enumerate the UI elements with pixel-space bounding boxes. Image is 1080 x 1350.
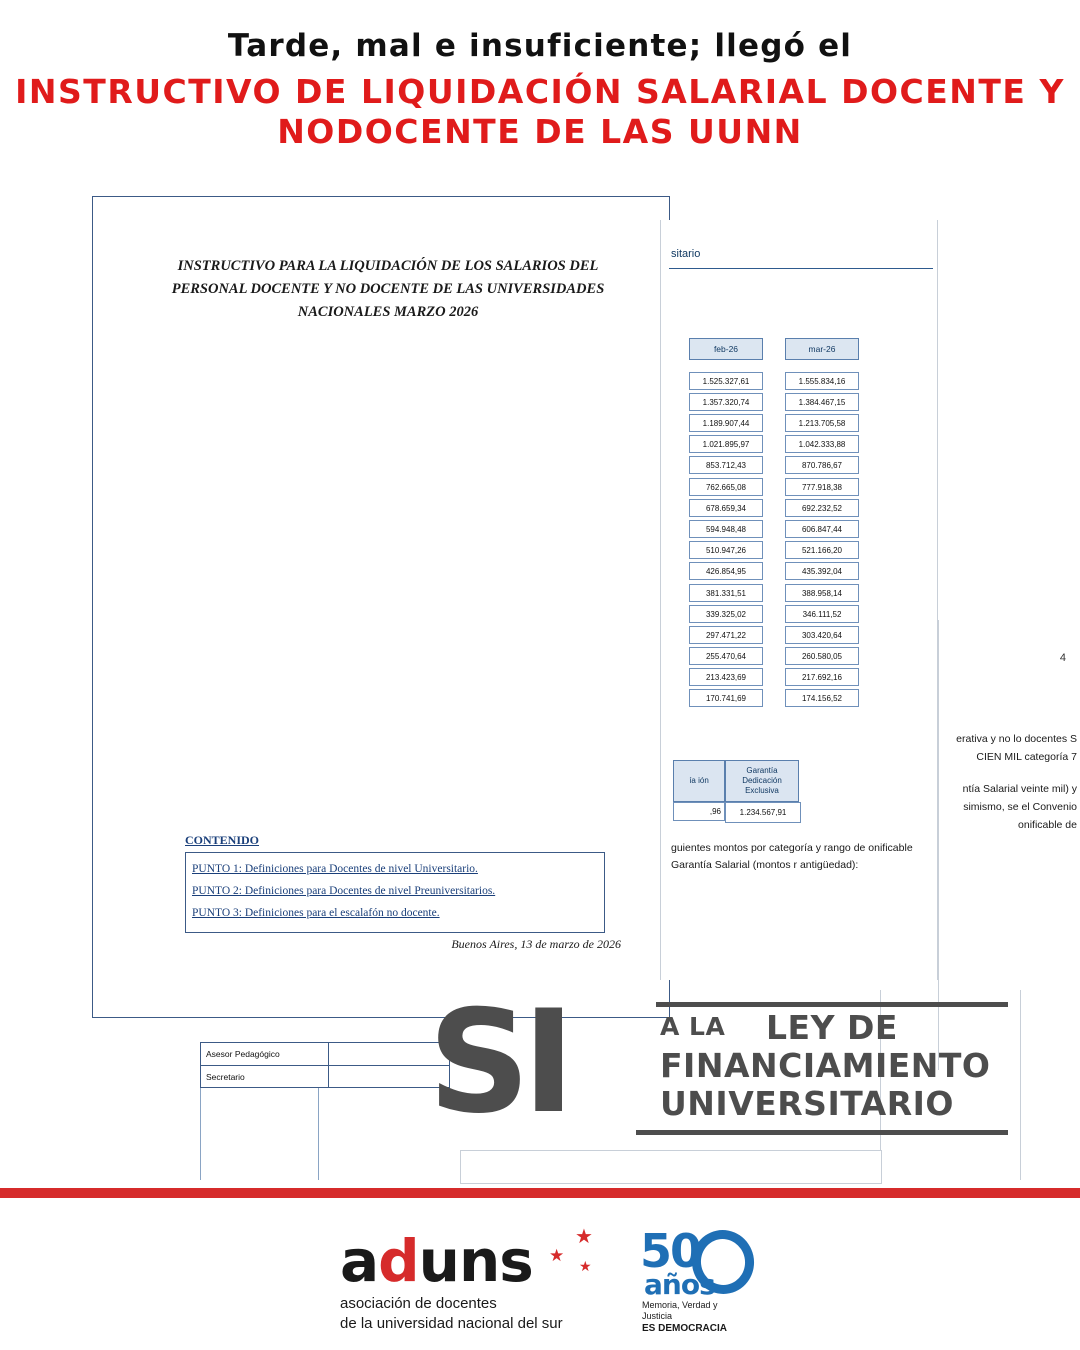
stamp-bar-top — [656, 1002, 1008, 1007]
table-row — [201, 1043, 449, 1066]
salary-cell: 1.021.895,97 — [689, 435, 763, 453]
salary-cell: 1.042.333,88 — [785, 435, 859, 453]
table-row — [689, 647, 938, 665]
salary-cell: 594.948,48 — [689, 520, 763, 538]
contenido-label: CONTENIDO — [185, 833, 260, 847]
table-row — [689, 605, 938, 623]
table-row — [689, 520, 938, 538]
garantia-value-row — [673, 802, 801, 823]
list-item: PUNTO 3: Definiciones para el escalafón no docente. — [192, 906, 440, 919]
salary-cell: 217.692,16 — [785, 668, 859, 686]
salary-cell: 435.392,04 — [785, 562, 859, 580]
table-row — [689, 478, 938, 496]
star-icon: ★ — [579, 1258, 592, 1274]
aduns-wordmark — [340, 1227, 563, 1295]
star-icon: ★ — [549, 1246, 565, 1265]
salary-cell: 213.423,69 — [689, 668, 763, 686]
divider-line — [200, 1088, 201, 1180]
salary-cell: 260.580,05 — [785, 647, 859, 665]
stamp-a-la: A LA — [660, 1012, 726, 1041]
logo-letter-d: d — [378, 1227, 419, 1295]
stamp-bar-bottom — [636, 1130, 1008, 1135]
aduns-tagline — [340, 1294, 563, 1335]
list-item: PUNTO 2: Definiciones para Docentes de nivel Preuniversitarios. — [192, 884, 496, 897]
anniversary-sub-1: Memoria, Verdad y Justicia — [642, 1300, 718, 1322]
aduns-logo — [340, 1227, 563, 1335]
salary-cell: 606.847,44 — [785, 520, 859, 538]
fragment-box — [460, 1150, 882, 1184]
salary-cell: 1.357.320,74 — [689, 393, 763, 411]
salary-cell: 1.555.834,16 — [785, 372, 859, 390]
garantia-value-left: ,96 — [673, 802, 725, 821]
divider-line — [318, 1088, 319, 1180]
document-page-salary-tables — [660, 220, 938, 980]
document-page-cover — [92, 196, 670, 1018]
salary-column-headers — [689, 338, 938, 360]
table-row — [201, 1066, 449, 1088]
salary-cell: 303.420,64 — [785, 626, 859, 644]
anniversary-subtitle — [642, 1300, 750, 1335]
table-row — [689, 499, 938, 517]
column-header-feb: feb-26 — [689, 338, 763, 360]
garantia-header-left: ía ión — [673, 760, 725, 802]
list-item: PUNTO 1: Definiciones para Docentes de nivel Universitario. — [192, 863, 478, 875]
stamp-line-1: LEY DE — [766, 1008, 898, 1047]
salary-cell: 777.918,38 — [785, 478, 859, 496]
headline-block — [0, 28, 1080, 153]
page-text-block — [945, 730, 1077, 848]
stars-decoration — [545, 1224, 605, 1284]
salary-cell: 510.947,26 — [689, 541, 763, 559]
salary-cell: 346.111,52 — [785, 605, 859, 623]
table-row — [689, 393, 938, 411]
salary-cell: 381.331,51 — [689, 584, 763, 602]
table-row — [689, 689, 938, 707]
table-row — [689, 372, 938, 390]
anniversary-word: años — [644, 1268, 715, 1301]
page-paragraph: erativa y no lo docentes S CIEN MIL categoría 7 — [956, 733, 1077, 764]
stamp-line-3: UNIVERSITARIO — [660, 1084, 954, 1123]
anniversary-number: 50 — [640, 1224, 701, 1278]
fragment-cell: Secretario — [201, 1066, 329, 1088]
salary-cell: 762.665,08 — [689, 478, 763, 496]
footer — [0, 1210, 1080, 1350]
table-row — [689, 584, 938, 602]
table-row — [689, 414, 938, 432]
headline-line-2: INSTRUCTIVO DE LIQUIDACIÓN SALARIAL DOCENTE Y NODOCENTE DE LAS UUNN — [15, 72, 1065, 152]
fragment-table — [200, 1042, 450, 1088]
contenido-box — [185, 852, 605, 933]
salary-cell: 1.384.467,15 — [785, 393, 859, 411]
table-row — [689, 668, 938, 686]
salary-cell: 388.958,14 — [785, 584, 859, 602]
logo-letter-a: a — [340, 1227, 379, 1295]
cover-date: Buenos Aires, 13 de marzo de 2026 — [451, 937, 621, 951]
tagline-line-2: de la universidad nacional del sur — [340, 1315, 563, 1333]
garantia-value-right: 1.234.567,91 — [725, 802, 801, 823]
si-stamp — [428, 980, 1008, 1150]
document-collage — [0, 190, 1080, 1190]
table-row — [689, 435, 938, 453]
salary-cell: 870.786,67 — [785, 456, 859, 474]
anniversary-sub-2: ES DEMOCRACIA — [642, 1322, 728, 1334]
footer-red-divider — [0, 1188, 1080, 1198]
salary-cell: 174.156,52 — [785, 689, 859, 707]
column-header-mar: mar-26 — [785, 338, 859, 360]
salary-cell: 255.470,64 — [689, 647, 763, 665]
table-row — [689, 626, 938, 644]
salary-cell: 853.712,43 — [689, 456, 763, 474]
salary-group-3 — [689, 584, 938, 710]
heading-rule — [669, 268, 933, 269]
salary-cell: 426.854,95 — [689, 562, 763, 580]
page-paragraph: ntía Salarial veinte mil) y simismo, se el Convenio onificable de — [962, 783, 1077, 832]
cover-title: INSTRUCTIVO PARA LA LIQUIDACIÓN DE LOS SALARIOS DEL PERSONAL DOCENTE Y NO DOCENTE DE LAS UNIVERSIDADES NACIONALES MARZO 2026 — [171, 258, 605, 321]
logo-letters-uns: uns — [418, 1227, 533, 1295]
salary-cell: 521.166,20 — [785, 541, 859, 559]
salary-cell: 692.232,52 — [785, 499, 859, 517]
salary-cell: 170.741,69 — [689, 689, 763, 707]
salary-cell: 1.189.907,44 — [689, 414, 763, 432]
table-row — [689, 456, 938, 474]
salary-group-1 — [689, 372, 938, 477]
salary-cell: 678.659,34 — [689, 499, 763, 517]
table-row — [689, 541, 938, 559]
garantia-header-right: Garantía Dedicación Exclusiva — [725, 760, 799, 802]
star-icon: ★ — [575, 1226, 593, 1248]
salary-cell: 297.471,22 — [689, 626, 763, 644]
headline-line-1: Tarde, mal e insuficiente; llegó el — [227, 28, 853, 64]
stamp-si-text: SI — [428, 980, 568, 1145]
garantia-header-row — [673, 760, 799, 802]
salary-paragraph: guientes montos por categoría y rango de onificable Garantía Salarial (montos r antigüedad): — [671, 842, 913, 872]
anniversary-logo — [640, 1224, 750, 1334]
page-number: 4 — [1059, 652, 1066, 664]
fragment-cell: Asesor Pedagógico — [201, 1043, 329, 1065]
salary-cell: 1.213.705,58 — [785, 414, 859, 432]
stamp-line-2: FINANCIAMIENTO — [660, 1046, 991, 1085]
salary-page-heading: sitario — [671, 248, 701, 260]
salary-cell: 339.325,02 — [689, 605, 763, 623]
table-row — [689, 562, 938, 580]
tagline-line-1: asociación de docentes — [340, 1295, 497, 1312]
salary-cell: 1.525.327,61 — [689, 372, 763, 390]
divider-line — [1020, 990, 1021, 1180]
salary-group-2 — [689, 478, 938, 583]
